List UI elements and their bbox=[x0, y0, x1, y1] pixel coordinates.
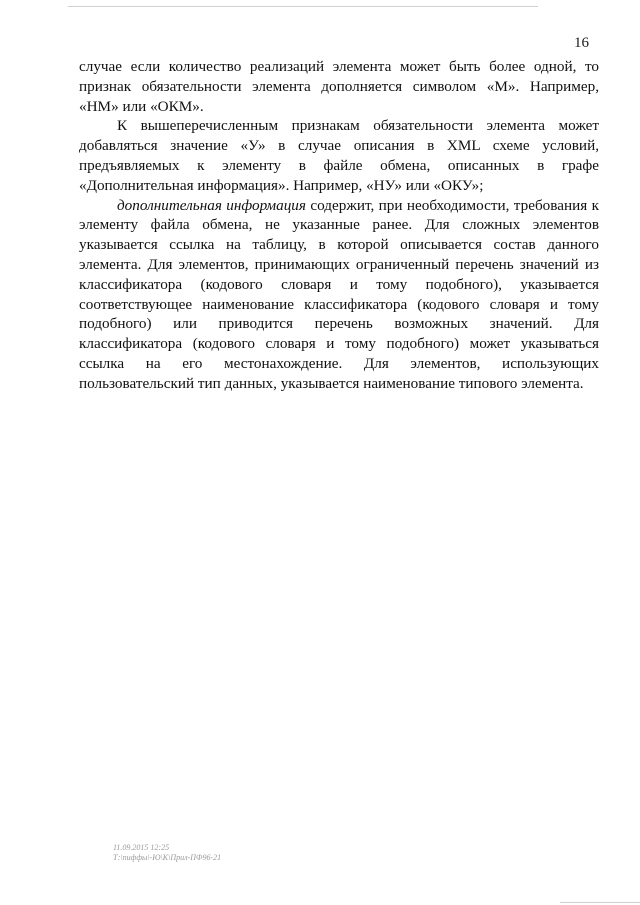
additional-info-text: содержит, при необходимости, требования к элементу файла обмена, не указанные ранее. Для сложных элементов указывается ссылка на таблицу, в которой описывается состав данного элемента. Для элементов, принимающих ограниченный перечень значений из классификатора (кодового словаря и тому подобного), указывается соответствующее наименование классификатора (кодового словаря и тому подобного) или приводится перечень возможных значений. Для классификатора (кодового словаря и тому подобного) может указываться ссылка на его местонахождение. Для элементов, использующих пользовательский тип данных, указывается наименование типового элемента. bbox=[79, 196, 599, 392]
footer-timestamp: 11.09.2015 12:25 bbox=[113, 843, 170, 852]
paragraph-additional-info bbox=[79, 196, 599, 394]
document-body bbox=[79, 57, 599, 394]
top-rule bbox=[68, 6, 538, 7]
paragraph-condition-value: К вышеперечисленным признакам обязательности элемента может добавляться значение «У» в случае описания в XML схеме условий, предъявляемых к элементу в файле обмена, описанных в графе «Дополнительная информация». Например, «НУ» или «ОКУ»; bbox=[79, 117, 599, 194]
paragraph-mandatory-symbol: случае если количество реализаций элемента может быть более одной, то признак обязательности элемента дополняется символом «М». Например, «НМ» или «ОКМ». bbox=[79, 58, 599, 115]
additional-info-term: дополнительная информация bbox=[117, 196, 306, 214]
page-number: 16 bbox=[574, 35, 589, 51]
footer-meta bbox=[113, 843, 221, 863]
footer-file-path: Т:\пиффы\-Ю\К\Прил-ПФ96-21 bbox=[113, 853, 222, 862]
bottom-scan-mark bbox=[560, 902, 640, 903]
